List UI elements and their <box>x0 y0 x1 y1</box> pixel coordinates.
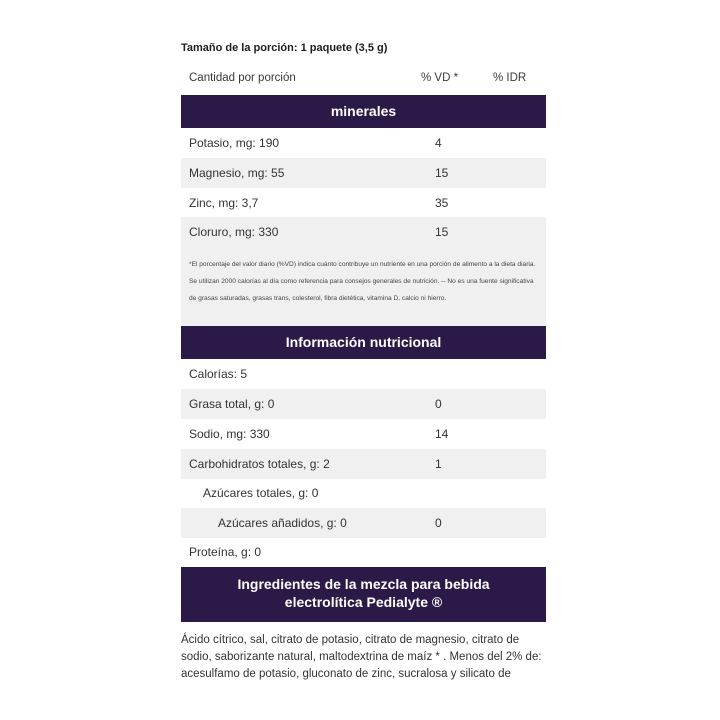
nutrition-info-header: Información nutricional <box>181 326 546 359</box>
dv-column-label: % VD * <box>421 72 459 84</box>
nutrient-label: Magnesio, mg: 55 <box>189 166 285 180</box>
table-row <box>181 389 546 419</box>
table-row <box>181 128 546 158</box>
nutrient-label: Azúcares añadidos, g: 0 <box>218 516 347 530</box>
nutrient-dv: 0 <box>435 516 442 530</box>
nutrient-label: Calorías: 5 <box>189 367 248 381</box>
nutrient-label: Proteína, g: 0 <box>189 545 262 559</box>
nutrient-dv: 15 <box>435 166 449 180</box>
nutrient-dv: 4 <box>435 136 442 150</box>
nutrient-label: Cloruro, mg: 330 <box>189 225 279 239</box>
column-header <box>181 64 546 94</box>
nutrient-label: Carbohidratos totales, g: 2 <box>189 457 330 471</box>
table-row <box>181 449 546 479</box>
ingredients-title-line1: Ingredientes de la mezcla para bebida <box>237 576 490 592</box>
nutrient-label: Sodio, mg: 330 <box>189 427 270 441</box>
ingredients-text: Ácido cítrico, sal, citrato de potasio, citrato de magnesio, citrato de sodio, saborizante natural, maltodextrina de maíz * . Menos del 2% de: acesulfamo de potasio, gluconato de zinc, sucralosa y silicato de <box>181 634 542 680</box>
idr-column-label: % IDR <box>493 72 527 84</box>
nutrient-dv: 0 <box>435 397 442 411</box>
nutrient-dv: 15 <box>435 225 449 239</box>
table-row <box>181 537 546 567</box>
amount-per-serving-label: Cantidad por porción <box>189 72 296 84</box>
table-row <box>181 419 546 449</box>
table-row <box>181 158 546 188</box>
table-row <box>181 217 546 247</box>
ingredients-title-line2: electrolítica Pedialyte ® <box>284 594 443 610</box>
nutrient-label: Potasio, mg: 190 <box>189 136 280 150</box>
serving-size: Tamaño de la porción: 1 paquete (3,5 g) <box>181 42 388 54</box>
nutrient-dv: 35 <box>435 196 449 210</box>
nutrient-dv: 1 <box>435 457 442 471</box>
table-row <box>181 478 546 508</box>
daily-value-footnote: *El porcentaje del valor diario (%VD) indica cuánto contribuye un nutriente en una porción de alimento a la dieta diaria. Se utilizan 2000 calorías al día como referencia para consejos generales de nutrición. -- No es una fuente significativa de grasas saturadas, grasas trans, colesterol, fibra dietética, vitamina D, calcio ni hierro. <box>181 246 546 326</box>
ingredients-header <box>181 567 546 622</box>
table-row <box>181 508 546 538</box>
nutrient-label: Grasa total, g: 0 <box>189 397 275 411</box>
nutrient-label: Azúcares totales, g: 0 <box>203 486 319 500</box>
nutrient-dv: 14 <box>435 427 449 441</box>
nutrient-label: Zinc, mg: 3,7 <box>189 196 259 210</box>
table-row <box>181 359 546 389</box>
table-row <box>181 188 546 218</box>
minerals-header: minerales <box>181 95 546 128</box>
